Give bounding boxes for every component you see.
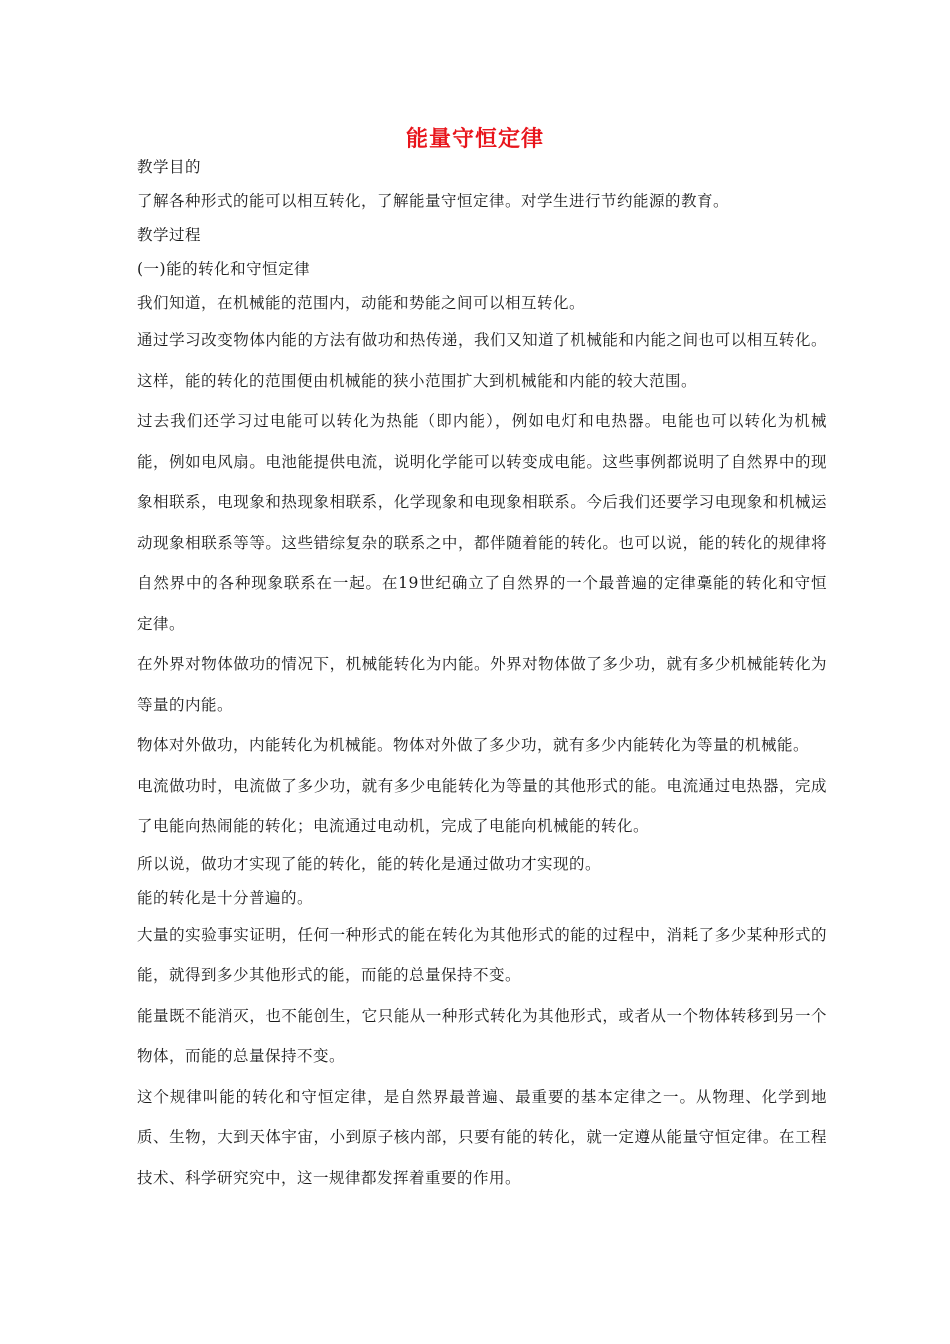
paragraph: 在外界对物体做功的情况下，机械能转化为内能。外界对物体做了多少功，就有多少机械能转化为等量的内能。 xyxy=(137,655,827,714)
page-title: 能量守恒定律 xyxy=(405,127,544,152)
paragraph: 这个规律叫能的转化和守恒定律，是自然界最普遍、最重要的基本定律之一。从物理、化学到地质、生物，大到天体宇宙，小到原子核内部，只要有能的转化，就一定遵从能量守恒定律。在工程技术、科学研究究中，这一规律都发挥着重要的作用。 xyxy=(137,1087,827,1187)
paragraph: 能量既不能消灭，也不能创生，它只能从一种形式转化为其他形式，或者从一个物体转移到另一个物体，而能的总量保持不变。 xyxy=(137,1006,827,1065)
paragraph: 能的转化是十分普遍的。 xyxy=(137,888,314,907)
paragraph: 我们知道，在机械能的范围内，动能和势能之间可以相互转化。 xyxy=(137,294,586,312)
heading-teaching-objectives: 教学目的 xyxy=(137,158,202,176)
paragraph: 所以说，做功才实现了能的转化，能的转化是通过做功才实现的。 xyxy=(137,854,602,873)
section-heading: (一)能的转化和守恒定律 xyxy=(137,260,311,278)
paragraph: 了解各种形式的能可以相互转化，了解能量守恒定律。对学生进行节约能源的教育。 xyxy=(137,192,730,210)
heading-teaching-process: 教学过程 xyxy=(137,226,202,244)
paragraph: 过去我们还学习过电能可以转化为热能（即内能），例如电灯和电热器。电能也可以转化为机械能，例如电风扇。电池能提供电流，说明化学能可以转变成电能。这些事例都说明了自然界中的现象相联系，电现象和热现象相联系，化学现象和电现象相联系。今后我们还要学习电现象和机械运动现象相联系等等。这些错综复杂的联系之中，都伴随着能的转化。也可以说，能的转化的规律将自然界中的各种现象联系在一起。在19世纪确立了自然界的一个最普遍的定律稾能的转化和守恒定律。 xyxy=(137,412,827,633)
document-body xyxy=(137,150,827,1198)
paragraph: 物体对外做功，内能转化为机械能。物体对外做了多少功，就有多少内能转化为等量的机械能。 xyxy=(137,736,810,754)
paragraph: 大量的实验事实证明，任何一种形式的能在转化为其他形式的能的过程中，消耗了多少某种形式的能，就得到多少其他形式的能，而能的总量保持不变。 xyxy=(137,925,827,984)
paragraph: 电流做功时，电流做了多少功，就有多少电能转化为等量的其他形式的能。电流通过电热器，完成了电能向热闹能的转化；电流通过电动机，完成了电能向机械能的转化。 xyxy=(137,776,827,835)
paragraph: 通过学习改变物体内能的方法有做功和热传递，我们又知道了机械能和内能之间也可以相互转化。这样，能的转化的范围便由机械能的狭小范围扩大到机械能和内能的较大范围。 xyxy=(137,331,827,390)
